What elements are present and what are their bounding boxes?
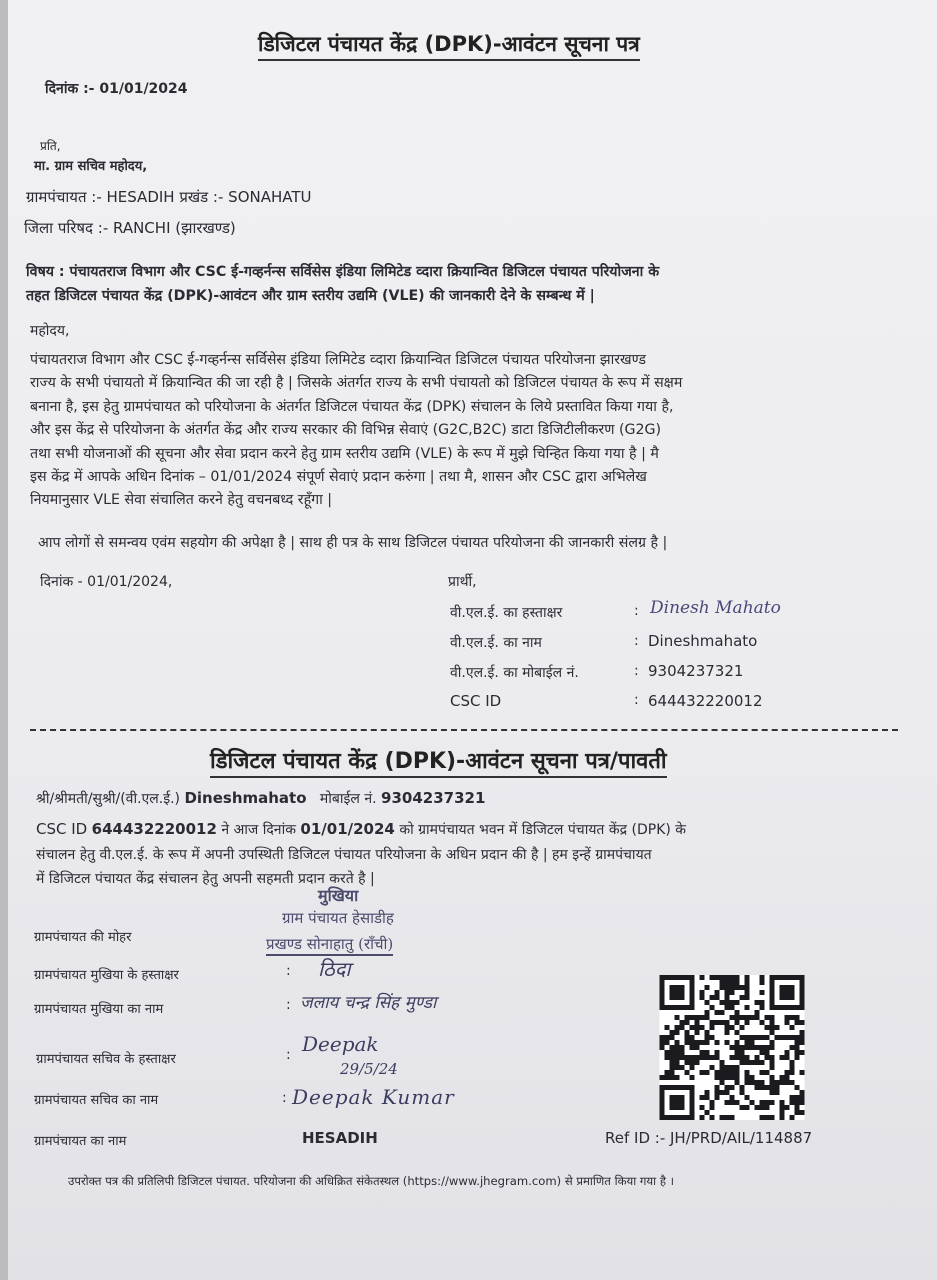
colon: : (282, 1090, 287, 1106)
body-line: पंचायतराज विभाग और CSC ई-गव्हर्नन्स सर्विसेस इंडिया लिमिटेड व्दारा क्रियान्वित डिजिटल पंचायत परियोजना झारखण्ड (30, 352, 646, 368)
stamp-line: ग्राम पंचायत हेसाडीह (282, 909, 394, 927)
mukhiya-name: जलाय चन्द्र सिंह मुण्डा (300, 993, 437, 1013)
receipt-date: 01/01/2024 (300, 820, 395, 838)
receipt-title: डिजिटल पंचायत केंद्र (DPK)-आवंटन सूचना पत्र/पावती (210, 745, 667, 778)
vle-signature: Dinesh Mahato (650, 598, 781, 618)
vle-csc-label: CSC ID (450, 692, 502, 710)
colon: : (286, 997, 291, 1013)
receipt-csc-id: 644432220012 (91, 820, 217, 838)
addressee: मा. ग्राम सचिव महोदय, (34, 159, 148, 174)
colon: : (286, 1047, 291, 1063)
receipt-line-2: संचालन हेतु वी.एल.ई. के रूप में अपनी उपस्थिती डिजिटल पंचायत परियोजना के अधिन प्रदान की है | हम इन्हें ग्रामपंचायत (36, 847, 652, 863)
receipt-line-1 (36, 820, 686, 839)
vle-name-label: वी.एल.ई. का नाम (450, 635, 542, 651)
receipt-vle-name: Dineshmahato (184, 789, 307, 807)
colon: : (634, 603, 639, 619)
colon: : (634, 692, 639, 708)
receipt-text-b: को ग्रामपंचायत भवन में डिजिटल पंचायत केंद्र (DPK) के (399, 822, 687, 838)
receipt-line-3: में डिजिटल पंचायत केंद्र संचालन हेतु अपनी सहमती प्रदान करते है | (36, 871, 375, 887)
footer-note: उपरोक्त पत्र की प्रतिलिपी डिजिटल पंचायत. परियोजना की अधिक्रित संकेतस्थल (https://www.jhegram.com) से प्रमाणित किया गया है । (68, 1174, 675, 1188)
vle-mobile-label: वी.एल.ई. का मोबाईल नं. (450, 665, 579, 681)
sachiv-name: Deepak Kumar (292, 1085, 455, 1109)
qr-code (657, 975, 807, 1120)
vle-name: Dineshmahato (648, 632, 758, 650)
body-line: इस केंद्र में आपके अधिन दिनांक – 01/01/2024 संपूर्ण सेवाएं प्रदान करुंगा | तथा मै, शासन और CSC द्वारा अभिलेख (30, 469, 647, 486)
colon: : (286, 963, 291, 979)
vle-mobile: 9304237321 (648, 662, 744, 680)
subject-line: विषय : पंचायतराज विभाग और CSC ई-गव्हर्नन्स सर्विसेस इंडिया लिमिटेड व्दारा क्रियान्वित डिजिटल पंचायत परियोजना के (26, 264, 660, 280)
receipt-text-a: ने आज दिनांक (221, 822, 296, 838)
vle-sign-label: वी.एल.ई. का हस्ताक्षर (450, 605, 563, 621)
receipt-shri-label: श्री/श्रीमती/सुश्री/(वी.एल.ई.) (36, 791, 180, 807)
seal-label: ग्रामपंचायत की मोहर (34, 930, 132, 945)
footer-date: दिनांक - 01/01/2024, (40, 574, 173, 590)
body-line: और इस केंद्र से परियोजना के अंतर्गत केंद्र और राज्य सरकार की विभिन्न सेवाएं (G2C,B2C) डाटा डिजिटीलीकरण (G2G) (30, 422, 662, 439)
sachiv-sign-date: 29/5/24 (340, 1060, 398, 1078)
receipt-mobile: 9304237321 (381, 789, 486, 807)
district-line: जिला परिषद :- RANCHI (झारखण्ड) (24, 219, 236, 237)
cooperation-line: आप लोगों से समन्वय एवंम सहयोग की अपेक्षा है | साथ ही पत्र के साथ डिजिटल पंचायत परियोजना की जानकारी संलग्र है | (38, 535, 668, 551)
mukhiya-sign-label: ग्रामपंचायत मुखिया के हस्ताक्षर (34, 968, 179, 983)
sachiv-sign-label: ग्रामपंचायत सचिव के हस्ताक्षर (36, 1052, 176, 1067)
receipt-vle-line (36, 789, 485, 808)
body-line: तथा सभी योजनाओं की सूचना और सेवा प्रदान करने हेतु ग्राम स्तरीय उद्यमि (VLE) के रूप में मुझे चिन्हित किया गया है | मै (30, 445, 659, 462)
receipt-csc-label: CSC ID (36, 820, 88, 838)
subject-block (26, 260, 659, 308)
gp-name: HESADIH (302, 1129, 378, 1147)
subject-line: तहत डिजिटल पंचायत केंद्र (DPK)-आवंटन और ग्राम स्तरीय उद्यमि (VLE) की जानकारी देने के सम्बन्ध में | (26, 288, 595, 304)
applicant-label: प्रार्थी, (448, 574, 477, 590)
salutation: महोदय, (30, 323, 70, 339)
sachiv-signature: Deepak (302, 1032, 379, 1056)
colon: : (634, 663, 639, 679)
to-label: प्रति, (40, 139, 61, 153)
vle-csc-id: 644432220012 (648, 692, 763, 710)
receipt-mobile-label: मोबाईल नं. (319, 791, 377, 807)
gp-name-label: ग्रामपंचायत का नाम (34, 1134, 127, 1149)
mukhiya-signature: ठिदा (318, 957, 351, 981)
cut-line-divider (30, 729, 898, 731)
mukhiya-name-label: ग्रामपंचायत मुखिया का नाम (34, 1002, 164, 1017)
stamp-line: प्रखण्ड सोनाहातु (राँची) (266, 934, 393, 956)
colon: : (634, 633, 639, 649)
stamp-line: मुखिया (318, 886, 359, 905)
page-title: डिजिटल पंचायत केंद्र (DPK)-आवंटन सूचना पत्र (258, 30, 640, 61)
body-line: नियमानुसार VLE सेवा संचालित करने हेतु वचनबध्द रहूँगा | (30, 492, 333, 509)
body-line: राज्य के सभी पंचायतो में क्रियान्वित की जा रही है | जिसके अंतर्गत राज्य के सभी पंचायतो को डिजिटल पंचायत के रूप में सक्षम (30, 375, 683, 392)
body-paragraph (30, 349, 682, 513)
letter-date: दिनांक :- 01/01/2024 (45, 81, 188, 97)
gram-panchayat-line: ग्रामपंचायत :- HESADIH प्रखंड :- SONAHATU (26, 188, 312, 206)
ref-id: Ref ID :- JH/PRD/AIL/114887 (605, 1129, 813, 1147)
sachiv-name-label: ग्रामपंचायत सचिव का नाम (34, 1093, 159, 1108)
body-line: बनाना है, इस हेतु ग्रामपंचायत को परियोजना के अंतर्गत डिजिटल पंचायत केंद्र (DPK) संचालन के लिये प्रस्तावित किया गया है, (30, 398, 674, 415)
